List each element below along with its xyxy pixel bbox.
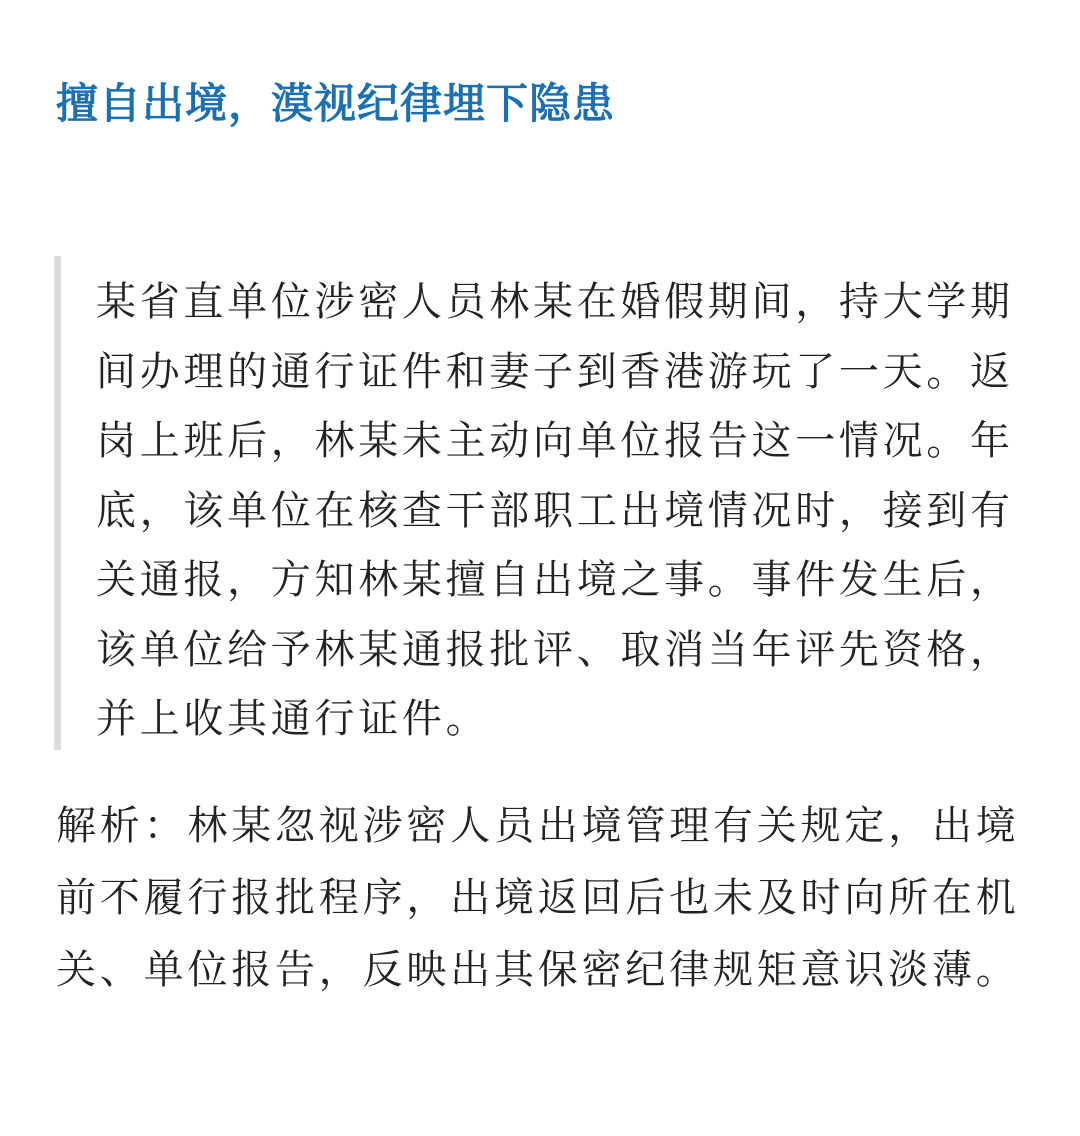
article-section-title: 擅自出境，漠视纪律埋下隐患	[56, 79, 616, 128]
analysis-paragraph: 解析：林某忽视涉密人员出境管理有关规定，出境前不履行报批程序，出境返回后也未及时向所在机关、单位报告，反映出其保密纪律规矩意识淡薄。	[56, 803, 1020, 993]
case-blockquote	[54, 256, 1030, 750]
case-description: 某省直单位涉密人员林某在婚假期间，持大学期间办理的通行证件和妻子到香港游玩了一天。返岗上班后，林某未主动向单位报告这一情况。年底，该单位在核查干部职工出境情况时，接到有关通报，方知林某擅自出境之事。事件发生后，该单位给予林某通报批评、取消当年评先资格，并上收其通行证件。	[96, 279, 1014, 742]
